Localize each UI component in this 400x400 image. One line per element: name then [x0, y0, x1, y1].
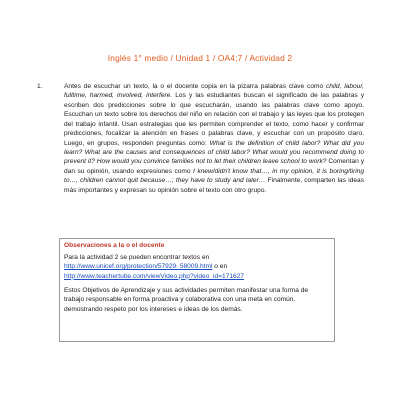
activity-questions: What is the definition of child labor? What did you learn? What are the causes and consequences of child labor? What would you recommend doing to prevent it? How would you convince families not to let their children leave school to work?: [64, 139, 364, 166]
activity-description: [64, 82, 364, 195]
teacher-notes-box: [59, 238, 335, 342]
teachertube-link[interactable]: http://www.teachertube.com/viewVideo.php?video_id=171627: [64, 272, 245, 280]
resources-connector: o en: [212, 263, 228, 271]
page-title: Inglés 1° medio / Unidad 1 / OA4;7 / Actividad 2: [107, 53, 293, 63]
activity-text-segment: Antes de escuchar un texto, la o el docente copia en la pizarra palabras clave como: [64, 83, 326, 90]
resources-intro: Para la actividad 2 se pueden encontrar textos en: [64, 254, 210, 261]
activity-text-segment: Comentan y dan su opinión, usando expresiones como: [64, 158, 364, 175]
unicef-link[interactable]: http://www.unicef.org/protection/57929_58009.html: [64, 263, 213, 271]
resources-paragraph: [64, 253, 330, 281]
activity-keywords: child, labour, fulltime, harmed, involved, interfere.: [64, 83, 364, 100]
activity-expressions: I knew/didn't know that…, in my opinion, it is boring/tiring to…, children cannot quit because…; they have to study and later…: [64, 167, 364, 185]
activity-number: 1.: [37, 83, 43, 90]
activity-text-segment: Finalmente, comparten las ideas más importantes y expresan su opinión sobre el texto con otro grupo.: [64, 177, 364, 194]
learning-objectives-paragraph: Estos Objetivos de Aprendizaje y sus actividades permiten manifestar una forma de trabajo responsable en forma proactiva y colaborativa con una meta en común, demostrando respeto por los intereses e ideas de los demás.: [64, 287, 309, 313]
activity-text-segment: Los y las estudiantes buscan el significado de las palabras y escriben dos predicciones sobre lo que escucharán, usando las palabras clave como apoyo. Escuchan un texto sobre los derechos del niño en relación con el trabajo y las leyes que los protegen del trabajo infantil. Usan estrategias que les permiten comprender el texto, como hacer y confirmar predicciones, focalizar la atención en frases o palabras clave, y escuchar con un propósito claro. Luego, en grupos, responden preguntas como:: [64, 92, 365, 147]
teacher-notes-heading: Observaciones a la o el docente: [64, 242, 165, 249]
